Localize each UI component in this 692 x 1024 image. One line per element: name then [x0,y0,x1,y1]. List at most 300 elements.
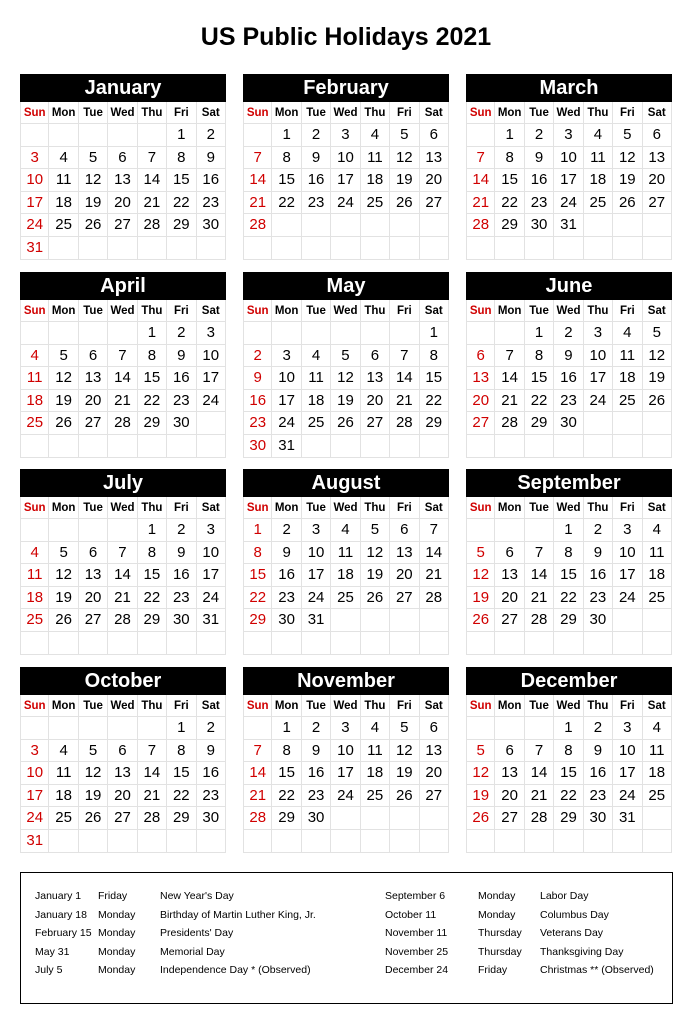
day-cell: 1 [272,717,301,740]
day-cell: 30 [525,214,554,237]
weekday-row [20,300,226,322]
day-cell: 10 [302,542,331,565]
day-cell: 19 [466,785,495,808]
holiday-date: September 6 [385,890,446,902]
day-cell: 9 [243,367,272,390]
day-cell [643,830,672,853]
day-cell: 7 [138,740,167,763]
day-cell: 13 [420,740,449,763]
day-cell: 27 [495,609,524,632]
day-cell [243,830,272,853]
day-cell: 4 [361,717,390,740]
day-cell: 31 [20,237,49,260]
day-cell: 30 [197,807,226,830]
day-cell [197,632,226,655]
day-cell: 31 [20,830,49,853]
weekday-label: Fri [167,497,196,519]
day-cell: 29 [272,807,301,830]
day-cell: 18 [613,367,642,390]
day-cell: 24 [272,412,301,435]
day-cell [420,609,449,632]
day-cell: 19 [613,169,642,192]
day-cell: 13 [495,762,524,785]
day-cell: 14 [495,367,524,390]
day-cell: 16 [584,564,613,587]
day-cell: 28 [243,214,272,237]
weekday-label: Tue [302,300,331,322]
day-cell [108,124,137,147]
month-april [20,272,226,458]
day-cell: 3 [554,124,583,147]
day-cell [20,124,49,147]
day-cell [390,609,419,632]
day-cell [361,807,390,830]
day-cell: 31 [272,435,301,458]
day-cell: 8 [554,740,583,763]
day-cell: 23 [584,587,613,610]
day-cell: 30 [167,412,196,435]
day-cell: 15 [138,367,167,390]
day-cell [643,412,672,435]
day-cell: 6 [495,542,524,565]
weekday-label: Fri [167,102,196,124]
weekday-label: Mon [49,102,78,124]
weekday-label: Sun [243,695,272,717]
month-name: June [466,272,672,300]
day-cell: 23 [302,192,331,215]
day-cell: 20 [361,390,390,413]
day-cell [79,124,108,147]
day-cell: 7 [138,147,167,170]
day-cell: 18 [20,390,49,413]
day-cell [420,632,449,655]
weekday-label: Thu [361,102,390,124]
day-cell: 15 [167,762,196,785]
day-cell: 27 [495,807,524,830]
weekday-label: Thu [584,695,613,717]
holiday-name: Thanksgiving Day [540,945,624,958]
weekday-label: Fri [390,695,419,717]
day-cell: 15 [525,367,554,390]
day-cell: 5 [390,124,419,147]
weekday-label: Wed [108,102,137,124]
month-january [20,74,226,260]
month-august [243,469,449,655]
day-cell [272,632,301,655]
weekday-label: Sat [197,102,226,124]
day-cell: 4 [49,147,78,170]
month-name: January [20,74,226,102]
holiday-name: Memorial Day [160,945,225,958]
holiday-weekday: Friday [478,964,508,976]
day-cell: 5 [390,717,419,740]
day-cell: 28 [390,412,419,435]
weekday-label: Mon [272,695,301,717]
month-name: May [243,272,449,300]
day-grid [466,519,672,655]
day-cell: 13 [466,367,495,390]
day-cell [49,632,78,655]
day-cell: 14 [420,542,449,565]
day-cell: 21 [138,785,167,808]
day-cell [243,124,272,147]
day-cell: 22 [167,192,196,215]
day-cell: 28 [525,609,554,632]
day-cell: 8 [138,542,167,565]
weekday-label: Tue [79,497,108,519]
day-cell: 10 [613,542,642,565]
day-cell: 11 [361,147,390,170]
day-cell [495,237,524,260]
weekday-label: Thu [138,695,167,717]
day-cell [49,124,78,147]
day-cell: 14 [108,564,137,587]
day-cell [613,412,642,435]
day-cell: 26 [613,192,642,215]
day-cell: 17 [331,169,360,192]
day-cell [108,237,137,260]
day-cell: 1 [495,124,524,147]
weekday-label: Fri [613,102,642,124]
weekday-label: Wed [554,695,583,717]
day-cell: 2 [167,519,196,542]
day-cell [613,609,642,632]
month-october [20,667,226,853]
day-cell: 21 [108,587,137,610]
day-cell: 2 [167,322,196,345]
weekday-label: Fri [613,300,642,322]
weekday-label: Tue [302,102,331,124]
day-cell [361,632,390,655]
weekday-label: Sat [420,497,449,519]
holiday-weekday: Monday [98,927,136,939]
weekday-row [466,102,672,124]
day-cell: 28 [466,214,495,237]
day-cell [49,322,78,345]
day-cell: 19 [466,587,495,610]
day-cell [49,830,78,853]
day-cell [138,717,167,740]
day-cell: 5 [643,322,672,345]
day-cell: 18 [643,762,672,785]
day-cell: 2 [272,519,301,542]
day-cell: 8 [167,740,196,763]
weekday-row [243,695,449,717]
day-cell: 13 [390,542,419,565]
day-cell [302,830,331,853]
day-cell [613,214,642,237]
day-cell: 24 [197,587,226,610]
holiday-weekday: Monday [478,890,516,902]
day-cell: 8 [272,147,301,170]
day-cell: 18 [302,390,331,413]
day-cell [554,435,583,458]
day-cell [495,830,524,853]
day-cell: 20 [420,762,449,785]
weekday-label: Mon [49,695,78,717]
day-cell [466,830,495,853]
day-cell [20,632,49,655]
day-cell [390,830,419,853]
month-name: February [243,74,449,102]
day-cell: 19 [79,192,108,215]
day-cell: 2 [243,345,272,368]
day-cell: 29 [420,412,449,435]
day-cell: 28 [108,609,137,632]
day-cell: 7 [525,542,554,565]
day-cell [420,237,449,260]
day-cell: 4 [49,740,78,763]
day-cell: 5 [49,345,78,368]
day-cell [302,237,331,260]
weekday-label: Wed [554,300,583,322]
day-cell: 17 [331,762,360,785]
weekday-label: Tue [302,695,331,717]
day-cell [302,435,331,458]
day-cell: 19 [390,762,419,785]
day-cell: 29 [525,412,554,435]
day-cell [79,322,108,345]
day-cell: 26 [466,609,495,632]
day-cell: 15 [167,169,196,192]
day-cell [20,322,49,345]
day-cell: 24 [331,785,360,808]
weekday-label: Sat [420,300,449,322]
day-cell: 20 [390,564,419,587]
weekday-label: Fri [390,497,419,519]
day-cell: 6 [466,345,495,368]
day-cell [108,830,137,853]
day-cell: 21 [390,390,419,413]
day-cell: 18 [643,564,672,587]
day-cell: 17 [613,762,642,785]
weekday-label: Sat [420,695,449,717]
day-cell: 21 [495,390,524,413]
day-cell: 15 [272,169,301,192]
day-cell: 27 [643,192,672,215]
day-cell: 8 [167,147,196,170]
day-cell: 28 [138,214,167,237]
day-cell: 15 [138,564,167,587]
day-cell: 2 [302,124,331,147]
weekday-label: Tue [525,695,554,717]
day-cell [243,632,272,655]
day-cell: 4 [302,345,331,368]
weekday-label: Sat [643,300,672,322]
day-cell [525,830,554,853]
day-cell: 25 [643,587,672,610]
day-cell [197,412,226,435]
day-cell [197,435,226,458]
day-cell: 11 [331,542,360,565]
day-cell: 29 [138,609,167,632]
day-cell: 11 [643,740,672,763]
day-cell [495,519,524,542]
day-cell [79,435,108,458]
day-cell [466,322,495,345]
day-cell [554,237,583,260]
weekday-label: Sun [466,695,495,717]
day-cell [584,830,613,853]
day-cell: 4 [20,542,49,565]
day-cell: 1 [167,124,196,147]
month-name: April [20,272,226,300]
day-cell: 12 [390,740,419,763]
weekday-label: Sat [420,102,449,124]
holiday-name: Veterans Day [540,927,604,939]
day-cell: 17 [584,367,613,390]
day-cell: 30 [554,412,583,435]
day-cell: 12 [79,762,108,785]
day-cell [525,717,554,740]
holiday-date: January 18 [35,908,87,921]
day-cell [466,237,495,260]
day-cell: 24 [20,807,49,830]
month-name: December [466,667,672,695]
day-cell: 27 [420,192,449,215]
day-cell: 5 [49,542,78,565]
day-cell [361,214,390,237]
month-december [466,667,672,853]
day-cell: 25 [20,609,49,632]
day-cell: 24 [554,192,583,215]
weekday-label: Sat [643,102,672,124]
day-grid [20,124,226,260]
day-cell: 5 [79,740,108,763]
day-cell [167,830,196,853]
weekday-label: Sun [466,102,495,124]
day-cell [525,632,554,655]
day-cell [584,214,613,237]
weekday-label: Mon [495,102,524,124]
day-cell: 30 [167,609,196,632]
day-cell: 7 [243,147,272,170]
day-cell: 7 [420,519,449,542]
month-february [243,74,449,260]
day-cell: 30 [584,807,613,830]
day-cell: 8 [495,147,524,170]
holiday-weekday: Monday [98,908,136,921]
weekday-label: Thu [361,300,390,322]
day-cell: 12 [49,367,78,390]
day-cell: 29 [138,412,167,435]
day-grid [243,717,449,853]
day-cell: 7 [108,542,137,565]
day-cell: 26 [466,807,495,830]
weekday-label: Mon [49,300,78,322]
holiday-name: Presidents' Day [160,927,234,939]
day-cell: 26 [361,587,390,610]
day-cell: 23 [197,192,226,215]
day-cell: 2 [554,322,583,345]
holiday-weekday: Monday [478,908,516,921]
day-cell: 24 [613,587,642,610]
day-cell [243,717,272,740]
day-cell: 27 [361,412,390,435]
weekday-label: Thu [138,102,167,124]
day-cell [390,237,419,260]
day-cell: 18 [361,169,390,192]
holiday-weekday: Thursday [478,945,522,958]
day-grid [243,124,449,260]
day-cell: 6 [361,345,390,368]
day-cell: 13 [79,564,108,587]
day-cell: 22 [167,785,196,808]
day-cell: 6 [79,345,108,368]
holiday-name: New Year's Day [160,890,234,902]
day-cell: 5 [466,740,495,763]
day-cell: 15 [420,367,449,390]
day-cell [525,237,554,260]
day-cell: 9 [302,147,331,170]
day-cell: 9 [197,740,226,763]
day-cell: 4 [361,124,390,147]
weekday-label: Fri [390,300,419,322]
day-cell: 19 [390,169,419,192]
day-cell: 26 [79,214,108,237]
holiday-date: October 11 [385,908,437,921]
day-cell [79,632,108,655]
day-cell: 8 [243,542,272,565]
day-cell: 26 [49,609,78,632]
day-cell [79,830,108,853]
day-cell [79,717,108,740]
day-cell: 12 [613,147,642,170]
day-cell: 25 [643,785,672,808]
weekday-row [243,497,449,519]
holiday-name: Birthday of Martin Luther King, Jr. [160,908,316,921]
day-cell: 26 [643,390,672,413]
day-cell: 3 [272,345,301,368]
weekday-label: Sat [197,497,226,519]
day-cell: 22 [495,192,524,215]
day-cell: 10 [197,542,226,565]
day-cell: 4 [584,124,613,147]
day-cell: 18 [584,169,613,192]
weekday-label: Sun [20,102,49,124]
day-cell: 6 [79,542,108,565]
day-cell: 2 [302,717,331,740]
weekday-label: Fri [613,695,642,717]
day-cell: 1 [243,519,272,542]
day-cell [243,322,272,345]
month-september [466,469,672,655]
weekday-label: Thu [361,695,390,717]
weekday-label: Thu [138,497,167,519]
day-cell: 6 [420,717,449,740]
day-cell: 9 [584,542,613,565]
weekday-label: Sat [643,497,672,519]
day-cell [197,237,226,260]
day-cell: 22 [525,390,554,413]
day-cell: 12 [361,542,390,565]
day-cell: 29 [554,609,583,632]
day-cell [49,435,78,458]
day-cell: 5 [79,147,108,170]
day-cell: 16 [197,762,226,785]
day-cell: 2 [584,717,613,740]
day-cell: 8 [420,345,449,368]
day-cell [272,830,301,853]
day-cell: 31 [554,214,583,237]
day-cell [643,609,672,632]
day-cell: 11 [49,169,78,192]
day-cell: 21 [108,390,137,413]
day-cell: 12 [466,564,495,587]
day-cell: 14 [138,762,167,785]
weekday-label: Mon [272,102,301,124]
day-cell: 1 [554,519,583,542]
